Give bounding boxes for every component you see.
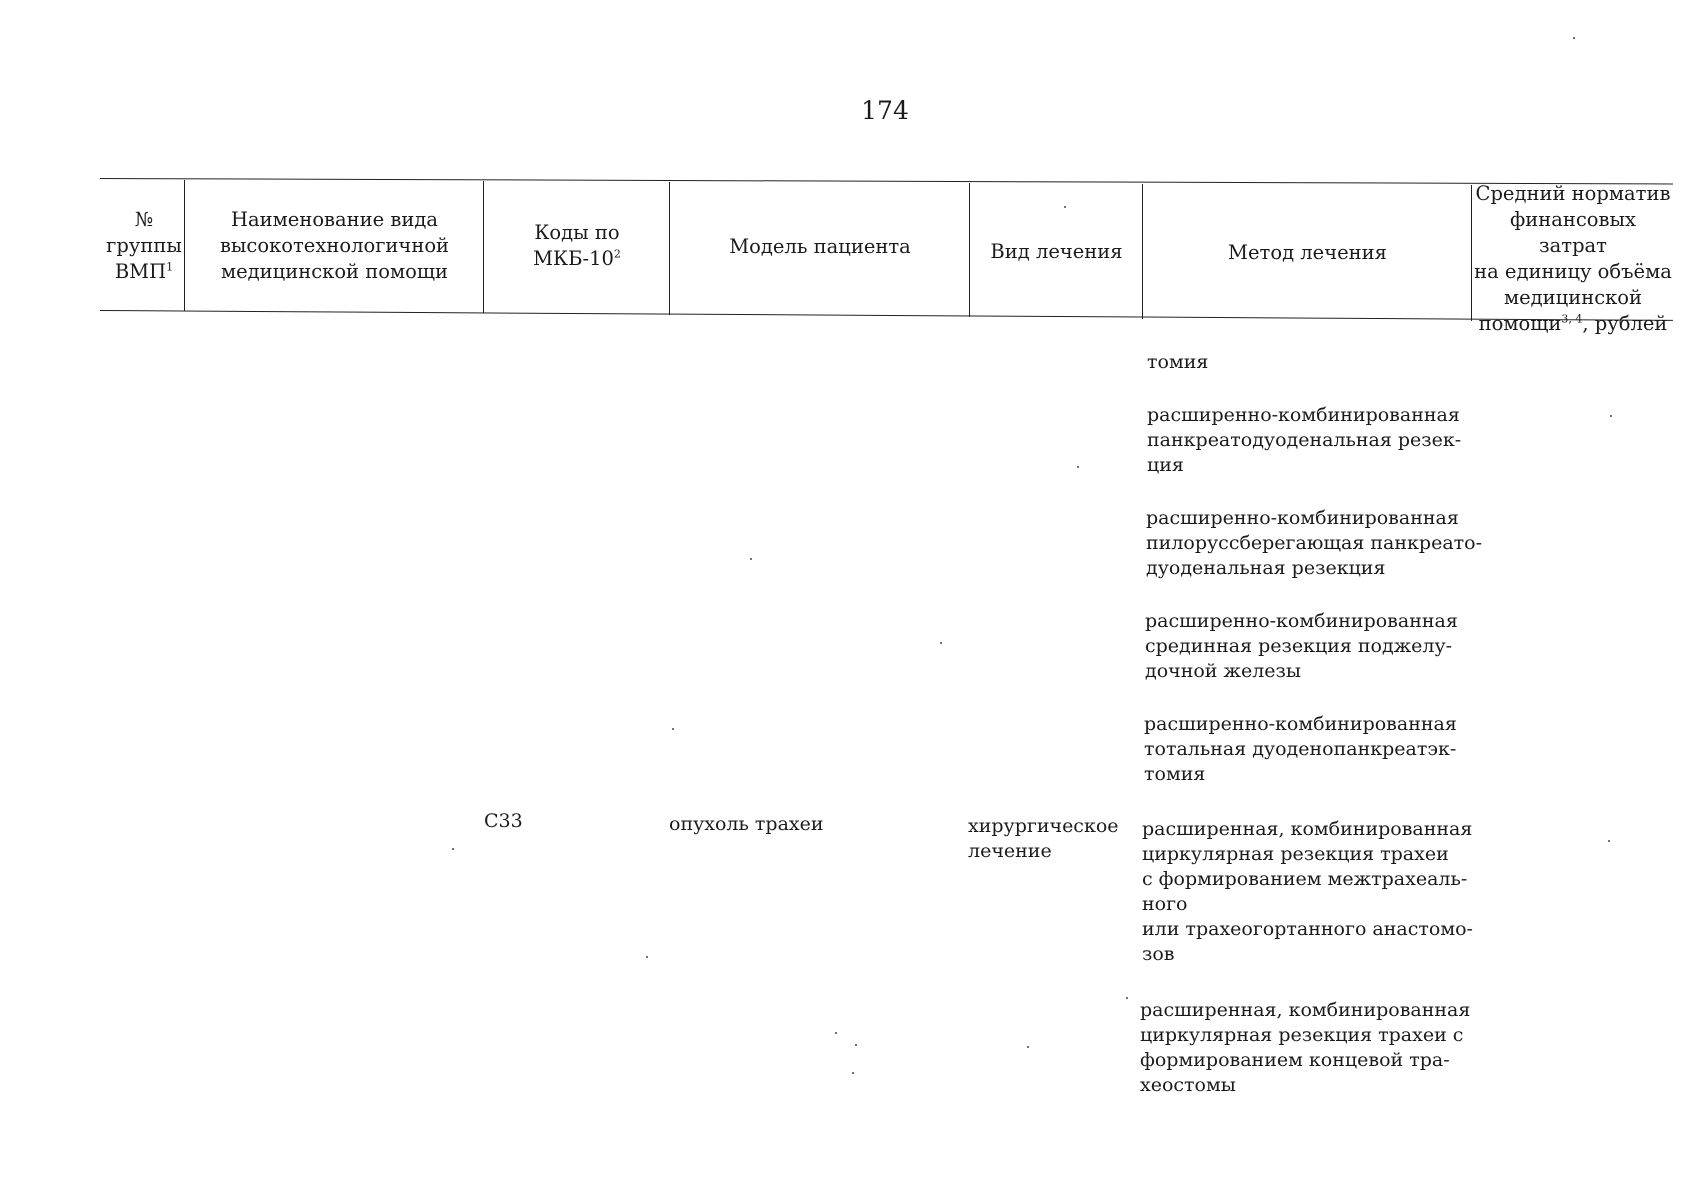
scan-speck: [1573, 37, 1575, 39]
header-group-no-line-2: группы: [106, 234, 182, 257]
header-icd-codes: [485, 190, 669, 302]
method-item: [1147, 350, 1208, 375]
col-divider-6: [1471, 185, 1472, 321]
method-line: расширенная, комбинированная: [1142, 818, 1473, 840]
header-group-no-line-3: ВМП$^1$: [114, 260, 174, 283]
header-treatment-type-text: Вид лечения: [990, 240, 1123, 263]
header-group-no: [104, 190, 184, 302]
col-divider-4: [969, 183, 970, 317]
method-line: томия: [1144, 763, 1206, 785]
header-care-type-line-3: медицинской помощи: [220, 260, 449, 283]
header-care-type-line-1: Наименование вида: [230, 208, 439, 231]
header-cost-norm-line-1: Средний норматив: [1475, 182, 1671, 205]
method-line: дочной железы: [1145, 660, 1302, 682]
method-line: зов: [1142, 943, 1175, 965]
header-patient-model: [671, 190, 969, 304]
scan-speck: [1064, 206, 1066, 208]
method-line: срединная резекция поджелу-: [1145, 635, 1453, 657]
method-line: хеостомы: [1140, 1074, 1236, 1096]
method-line: ция: [1147, 454, 1184, 476]
icd-code: C33: [484, 810, 523, 832]
footnote-1-mark: 1: [166, 260, 174, 274]
page-number: 174: [861, 96, 909, 125]
header-cost-norm-line-5: помощи$^{3, 4}$, рублей: [1478, 312, 1668, 335]
header-icd-line-1: Коды по: [534, 221, 620, 244]
method-line: пилоруссберегающая панкреато-: [1146, 532, 1483, 554]
method-item: [1140, 998, 1470, 1098]
scan-speck: [672, 728, 674, 730]
scan-speck: [940, 642, 942, 644]
scan-speck: [1027, 1046, 1029, 1048]
method-line: панкреатодуоденальная резек-: [1147, 429, 1462, 451]
scan-speck: [852, 1072, 854, 1074]
header-patient-model-text: Модель пациента: [729, 235, 911, 258]
method-line: расширенно-комбинированная: [1144, 713, 1457, 735]
treatment-type-line: хирургическое: [968, 815, 1119, 837]
treatment-type: [968, 814, 1119, 864]
scan-speck: [835, 1032, 837, 1034]
method-line: с формированием межтрахеаль-: [1142, 868, 1468, 890]
header-cost-norm-line-4: медицинской: [1503, 286, 1643, 309]
header-cost-norm-line-2: финансовых затрат: [1509, 208, 1637, 257]
method-line: ного: [1142, 893, 1188, 915]
method-line: тотальная дуоденопанкреатэк-: [1144, 738, 1457, 760]
col-divider-5: [1142, 184, 1143, 319]
scan-speck: [646, 956, 648, 958]
method-line: циркулярная резекция трахеи: [1142, 843, 1449, 865]
treatment-type-line: лечение: [968, 840, 1052, 862]
scan-speck: [1608, 840, 1610, 842]
col-divider-2: [483, 181, 484, 313]
method-item: [1147, 403, 1461, 478]
header-care-type: [186, 190, 483, 302]
header-treatment-method-text: Метод лечения: [1228, 241, 1387, 264]
col-divider-3: [669, 182, 670, 315]
method-item: [1144, 712, 1457, 787]
scan-speck: [1077, 466, 1079, 468]
patient-model: опухоль трахеи: [669, 813, 824, 835]
header-group-no-line-1: №: [134, 208, 154, 231]
method-line: дуоденальная резекция: [1146, 557, 1386, 579]
scan-speck: [855, 1044, 857, 1046]
header-treatment-type: [971, 190, 1142, 314]
method-item: [1145, 609, 1458, 684]
header-cost-norm-line-3: на единицу объёма: [1474, 260, 1672, 283]
method-line: формированием концевой тра-: [1140, 1049, 1450, 1071]
col-divider-1: [184, 180, 185, 311]
scan-speck: [1610, 415, 1612, 417]
method-item: [1142, 817, 1473, 967]
method-item: [1146, 506, 1482, 581]
method-line: томия: [1147, 351, 1209, 373]
footnote-3-4-mark: 3, 4: [1561, 312, 1583, 326]
header-treatment-method: [1144, 190, 1471, 316]
header-icd-line-2: МКБ-$10^2$: [533, 247, 621, 270]
scan-speck: [1126, 997, 1128, 999]
scan-speck: [452, 848, 454, 850]
header-cost-norm: [1473, 182, 1673, 335]
header-care-type-line-2: высокотехнологичной: [219, 234, 450, 257]
method-line: расширенно-комбинированная: [1145, 610, 1458, 632]
method-line: расширенно-комбинированная: [1147, 404, 1460, 426]
scan-speck: [750, 558, 752, 560]
method-line: расширенно-комбинированная: [1146, 507, 1459, 529]
method-line: расширенная, комбинированная: [1140, 999, 1471, 1021]
method-line: или трахеогортанного анастомо-: [1142, 918, 1473, 940]
header-top-rule: [100, 178, 1673, 184]
method-line: циркулярная резекция трахеи с: [1140, 1024, 1464, 1046]
footnote-2-mark: 2: [613, 247, 621, 261]
